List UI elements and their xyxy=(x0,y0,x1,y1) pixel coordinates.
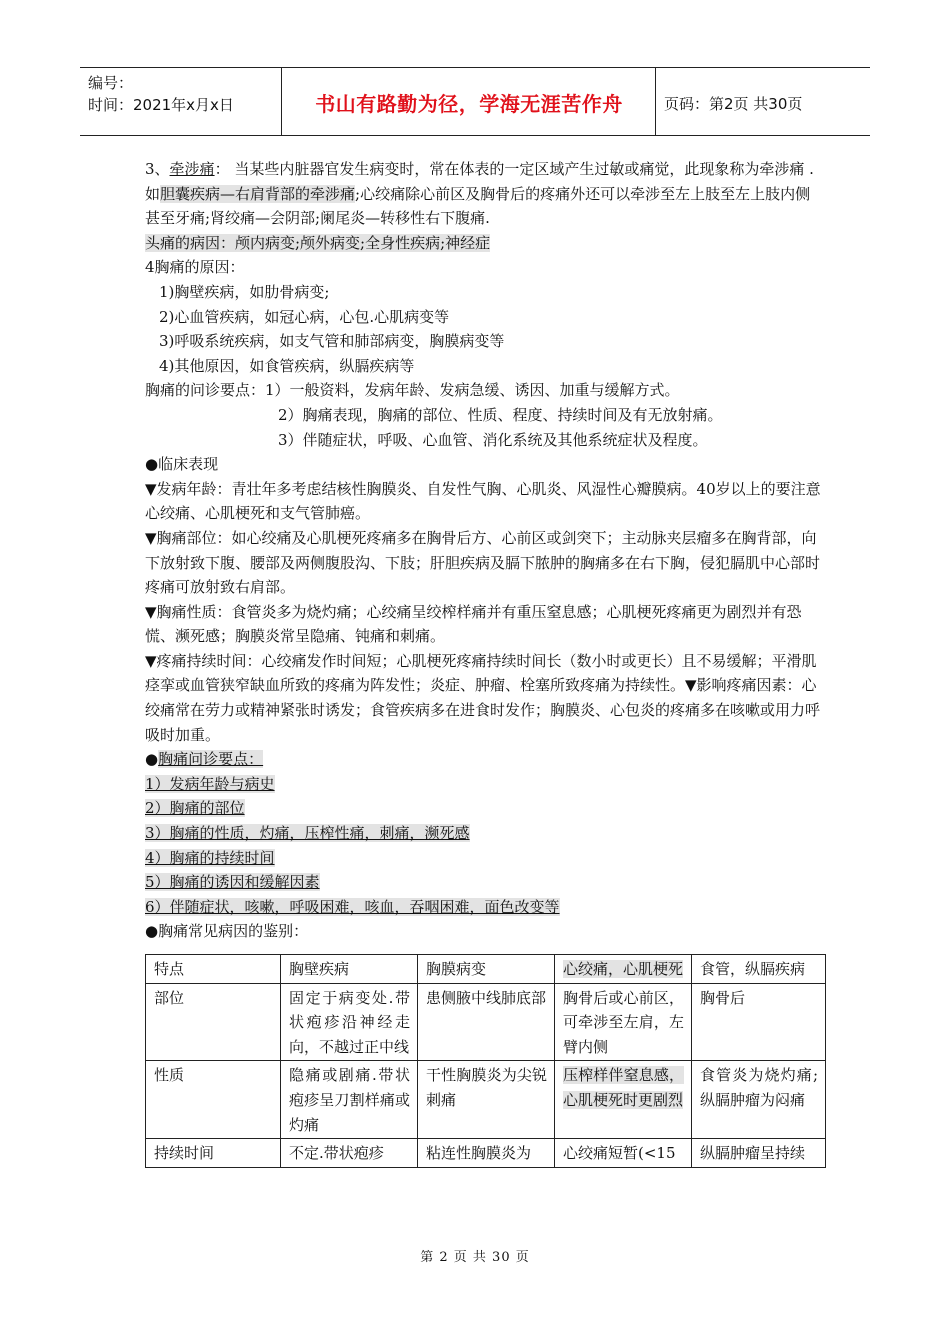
inquiry-point: 2）胸痛表现，胸痛的部位、性质、程度、持续时间及有无放射痛。 xyxy=(278,405,723,424)
table-cell: 纵膈肿瘤呈持续 xyxy=(692,1139,826,1168)
table-cell: 心绞痛短暂(<15 xyxy=(555,1139,692,1168)
table-cell: 胸骨后 xyxy=(692,983,826,1061)
table-header-row xyxy=(146,955,826,984)
document-date: 时间：2021年x月x日 xyxy=(88,96,234,114)
cause-item: 1)胸壁疾病，如肋骨病变; xyxy=(159,282,330,301)
inquiry-points-item: 4）胸痛的持续时间 xyxy=(145,848,275,867)
inquiry-points-item: 5）胸痛的诱因和缓解因素 xyxy=(145,873,320,892)
highlighted-example: 胆囊疾病—右肩背部的牵涉痛 xyxy=(160,184,356,203)
clinical-duration: ▼疼痛持续时间：心绞痛发作时间短；心肌梗死疼痛持续时间长（数小时或更长）且不易缓解；平滑肌痉挛或血管狭窄缺血所致的疼痛为阵发性；炎症、肿瘤、栓塞所致疼痛为持续性。▼影响疼痛因素：心绞痛常在劳力或精神紧张时诱发；食管疾病多在进食时发作；胸膜炎、心包炎的疼痛多在咳嗽或用力呼吸时加重。 xyxy=(145,651,821,744)
table-cell: 患侧腋中线肺底部 xyxy=(418,983,555,1061)
table-cell: 固定于病变处.带状疱疹沿神经走向，不越过正中线 xyxy=(281,983,418,1061)
table-row xyxy=(146,983,826,1061)
inquiry-point: 胸痛的问诊要点：1）一般资料，发病年龄、发病急缓、诱因、加重与缓解方式。 xyxy=(145,381,680,400)
cause-item: 2)心血管疾病，如冠心病，心包.心肌病变等 xyxy=(159,307,450,326)
table-cell: 性质 xyxy=(146,1061,281,1139)
table-header-cell: 食管，纵膈疾病 xyxy=(692,955,826,984)
table-header-cell: 胸膜病变 xyxy=(418,955,555,984)
differential-title: ●胸痛常见病因的鉴别： xyxy=(145,922,309,941)
table-cell: 食管炎为烧灼痛;纵膈肿瘤为闷痛 xyxy=(692,1061,826,1139)
inquiry-points-item: 1）发病年龄与病史 xyxy=(145,774,275,793)
referred-pain-paragraph: 3、牵涉痛： 当某些内脏器官发生病变时，常在体表的一定区域产生过敏或痛觉，此现象称为牵涉痛 .如胆囊疾病—右肩背部的牵涉痛;心绞痛除心前区及胸骨后的疼痛外还可以牵涉至左上肢至左上肢内侧甚至牙痛;肾绞痛—会阴部;阑尾炎—转移性右下腹痛. xyxy=(145,160,814,228)
table-header-cell: 特点 xyxy=(146,955,281,984)
table-cell: 部位 xyxy=(146,983,281,1061)
table-cell: 隐痛或剧痛.带状疱疹呈刀割样痛或灼痛 xyxy=(281,1061,418,1139)
document-number: 编号： xyxy=(88,74,134,92)
cause-item: 3)呼吸系统疾病，如支气管和肺部病变，胸膜病变等 xyxy=(159,332,505,351)
referred-pain-term: 牵涉痛 xyxy=(169,160,215,178)
differential-table xyxy=(145,954,826,1168)
chest-pain-causes-title: 4胸痛的原因： xyxy=(145,258,245,277)
page-footer: 第 2 页 共 30 页 xyxy=(420,1250,530,1265)
header-divider-right xyxy=(655,67,656,135)
inquiry-points-item: 6）伴随症状，咳嗽，呼吸困难，咳血，吞咽困难，面色改变等 xyxy=(145,897,560,916)
clinical-age: ▼发病年龄：青壮年多考虑结核性胸膜炎、自发性气胸、心肌炎、风湿性心瓣膜病。40岁以上的要注意心绞痛、心肌梗死和支气管肺癌。 xyxy=(145,479,821,523)
inquiry-points-item: 2）胸痛的部位 xyxy=(145,799,245,818)
clinical-site: ▼胸痛部位：如心绞痛及心肌梗死疼痛多在胸骨后方、心前区或剑突下；主动脉夹层瘤多在胸背部，向下放射致下腹、腰部及两侧腹股沟、下肢；肝胆疾病及膈下脓肿的胸痛多在右下胸，侵犯膈肌中心部时疼痛可放射致右肩部。 xyxy=(145,528,821,597)
table-header-cell: 胸壁疾病 xyxy=(281,955,418,984)
table-cell: 不定.带状疱疹 xyxy=(281,1139,418,1168)
clinical-nature: ▼胸痛性质：食管炎多为烧灼痛；心绞痛呈绞榨样痛并有重压窒息感；心肌梗死疼痛更为剧烈并有恐慌、濒死感；胸膜炎常呈隐痛、钝痛和刺痛。 xyxy=(145,602,802,646)
header-divider-left xyxy=(281,67,282,135)
cause-item: 4)其他原因，如食管疾病，纵膈疾病等 xyxy=(159,356,415,375)
table-header-cell: 心绞痛，心肌梗死 xyxy=(555,955,692,984)
header-top-rule xyxy=(80,67,870,68)
table-row xyxy=(146,1061,826,1139)
header-bottom-rule xyxy=(80,135,870,136)
inquiry-points-item: 3）胸痛的性质，灼痛，压榨性痛，刺痛，濒死感 xyxy=(145,824,470,843)
document-body xyxy=(145,157,825,944)
table-cell: 持续时间 xyxy=(146,1139,281,1168)
table-cell: 压榨样伴窒息感，心肌梗死时更剧烈 xyxy=(555,1061,692,1139)
table-cell: 胸骨后或心前区，可牵涉至左肩，左臂内侧 xyxy=(555,983,692,1061)
header-info xyxy=(88,72,234,116)
table-cell: 干性胸膜炎为尖锐刺痛 xyxy=(418,1061,555,1139)
inquiry-points-title: ●胸痛问诊要点： xyxy=(145,750,264,769)
table-cell: 粘连性胸膜炎为 xyxy=(418,1139,555,1168)
inquiry-point: 3）伴随症状，呼吸、心血管、消化系统及其他系统症状及程度。 xyxy=(278,430,708,449)
headache-causes: 头痛的病因：颅内病变;颅外病变;全身性疾病;神经症 xyxy=(145,233,491,252)
header-page-number: 页码：第2页 共30页 xyxy=(664,95,803,113)
table-row xyxy=(146,1139,826,1168)
header-motto: 书山有路勤为径，学海无涯苦作舟 xyxy=(315,92,623,116)
clinical-title: ●临床表现 xyxy=(145,455,219,474)
